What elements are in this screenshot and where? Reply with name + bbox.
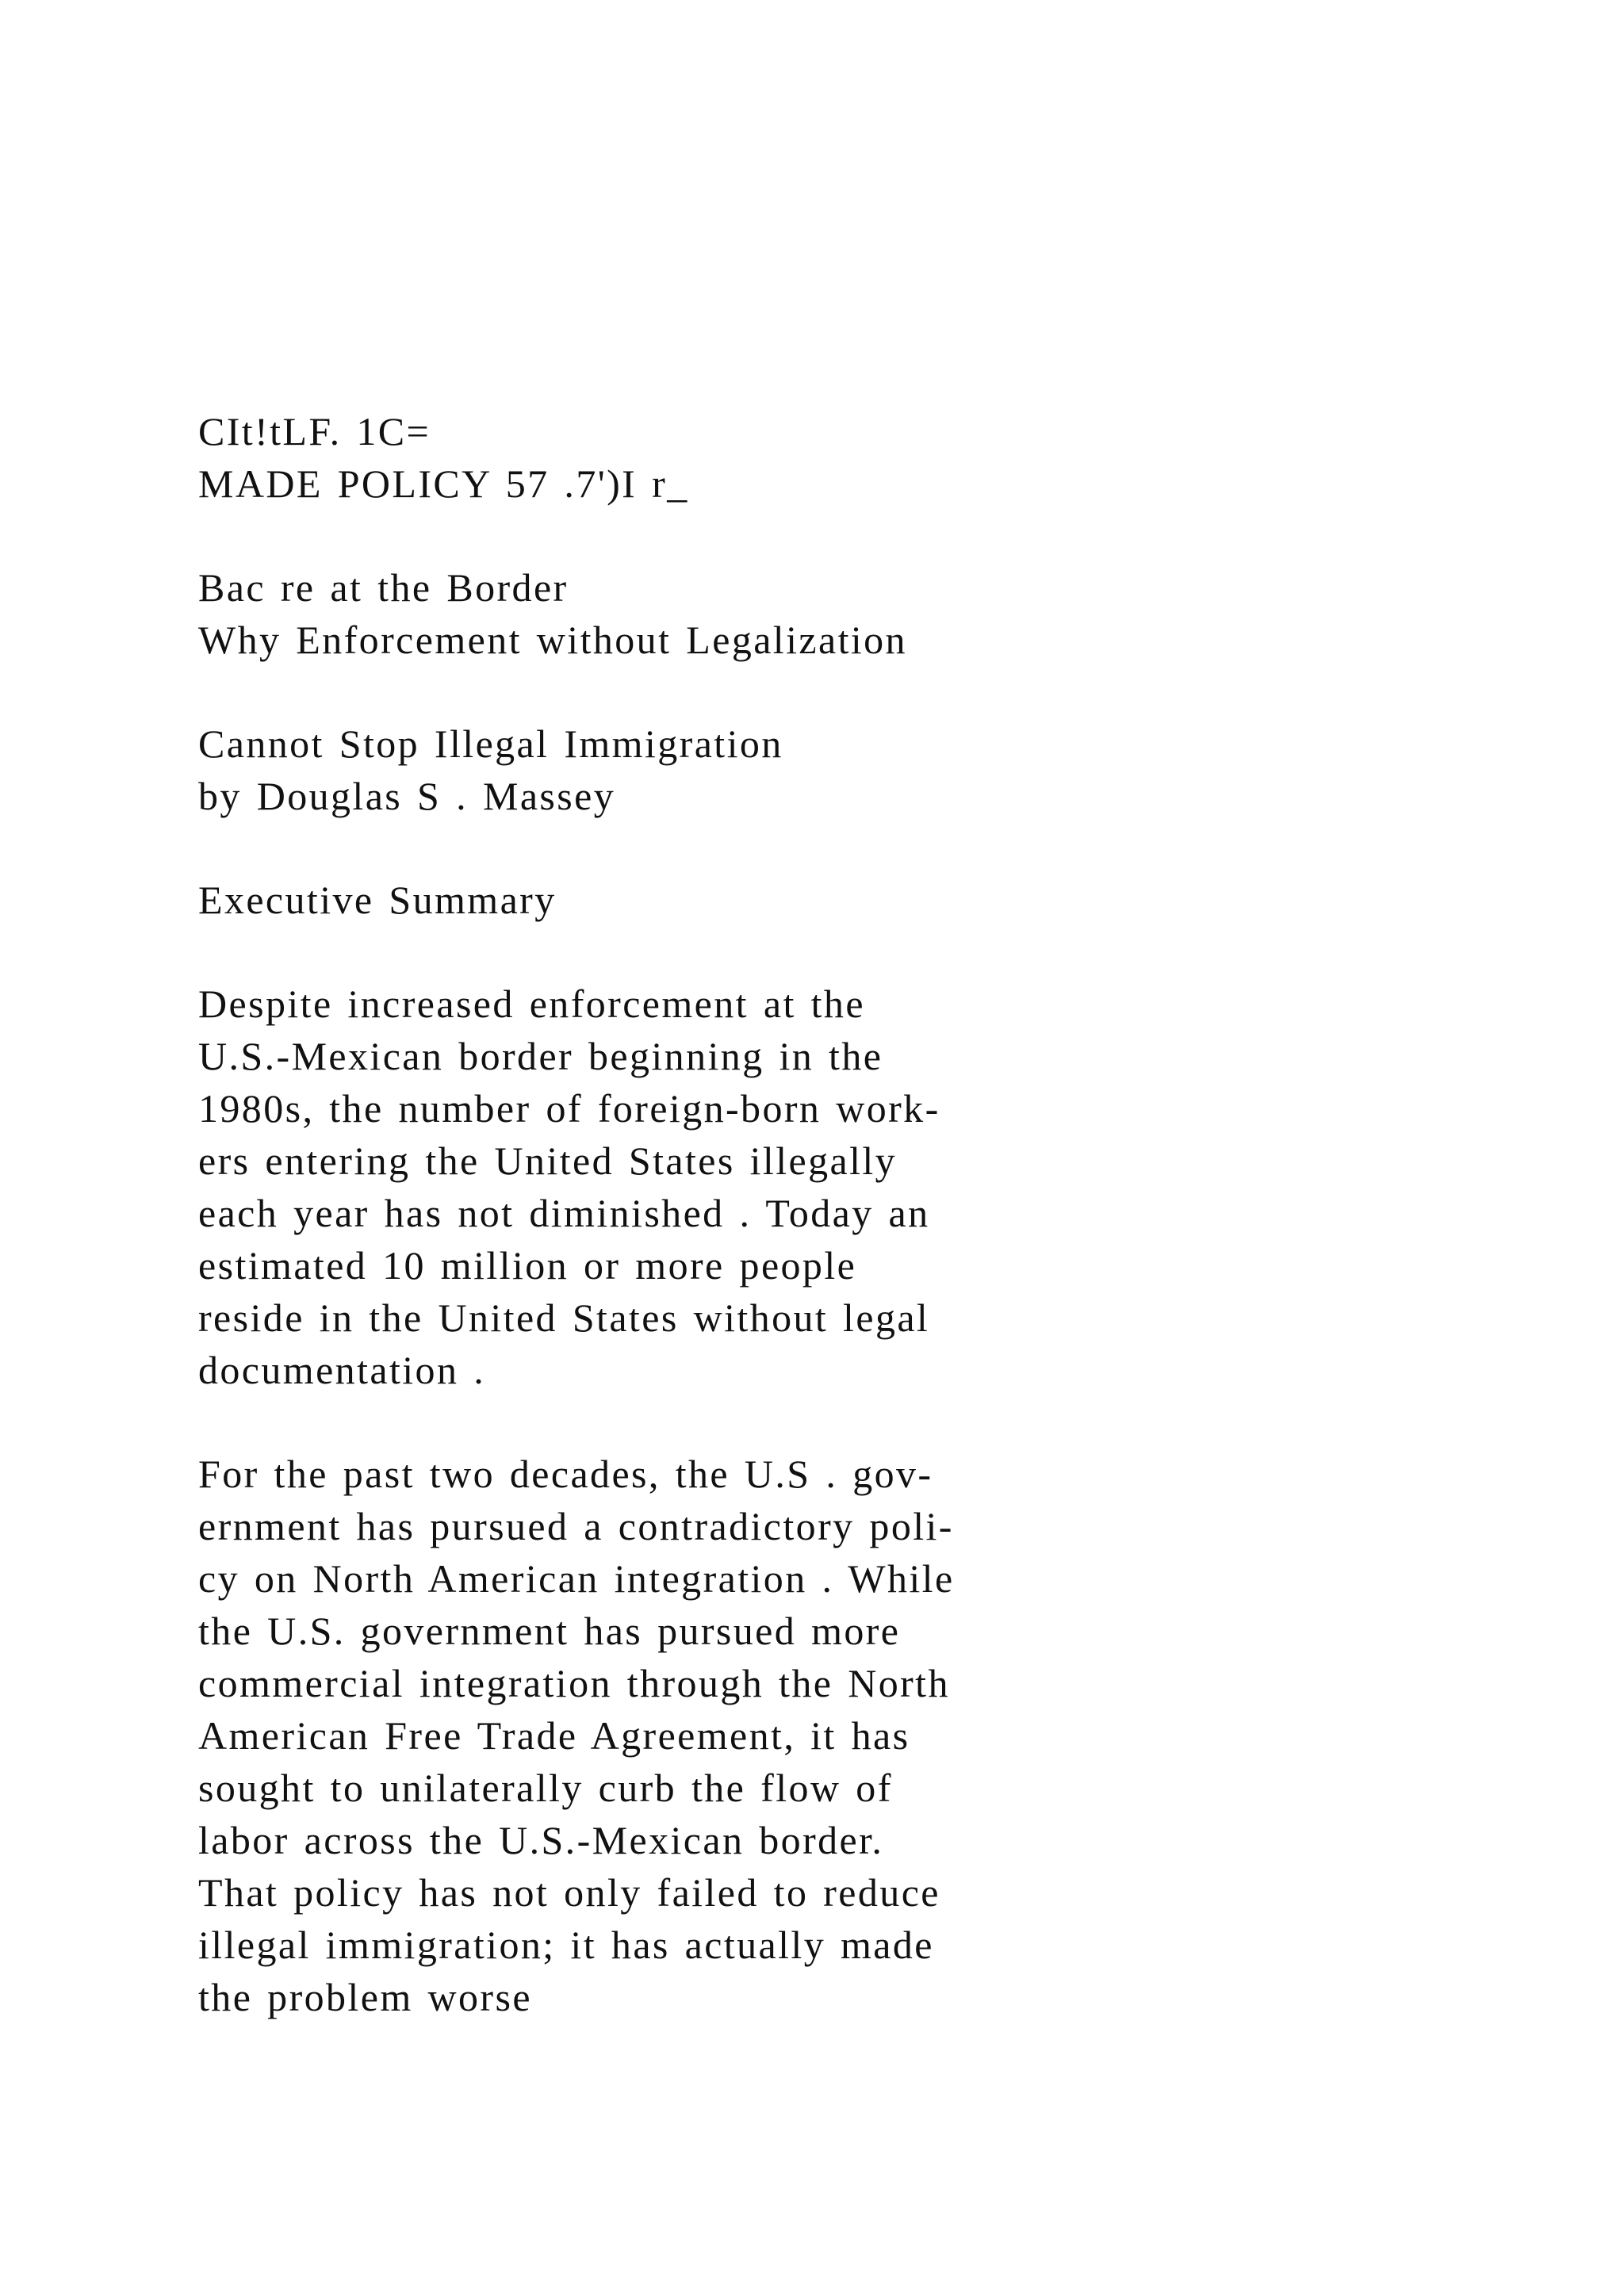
title-line: Bac re at the Border: [198, 565, 569, 610]
paragraph-line: documentation .: [198, 1348, 486, 1392]
paragraph-line: estimated 10 million or more people: [198, 1243, 857, 1288]
section-heading: Executive Summary: [198, 878, 557, 922]
spacer: [198, 510, 1388, 561]
paragraph-line: That policy has not only failed to reduce: [198, 1870, 940, 1915]
paragraph-line: the problem worse: [198, 1975, 532, 2019]
header-block: [198, 405, 1388, 510]
document-body: [198, 405, 1388, 2023]
paragraph-line: commercial integration through the North: [198, 1661, 950, 1705]
paragraph: [198, 1448, 1388, 2023]
paragraph-line: reside in the United States without legal: [198, 1295, 930, 1340]
spacer: [198, 666, 1388, 718]
paragraph: [198, 978, 1388, 1396]
paragraph-line: 1980s, the number of foreign-born work-: [198, 1086, 940, 1131]
title-line: Why Enforcement without Legalization: [198, 618, 907, 662]
spacer: [198, 1396, 1388, 1448]
spacer: [198, 926, 1388, 978]
title-line: Cannot Stop Illegal Immigration: [198, 721, 783, 766]
paragraph-line: ernment has pursued a contradictory poli-: [198, 1504, 954, 1548]
header-line: MADE POLICY 57 .7')I r_: [198, 461, 689, 506]
paragraph-line: Despite increased enforcement at the: [198, 982, 865, 1026]
paragraph-line: the U.S. government has pursued more: [198, 1609, 901, 1653]
paragraph-line: American Free Trade Agreement, it has: [198, 1713, 910, 1758]
paragraph-line: For the past two decades, the U.S . gov-: [198, 1452, 933, 1496]
byline: by Douglas S . Massey: [198, 774, 616, 818]
paragraph-line: illegal immigration; it has actually made: [198, 1923, 934, 1967]
header-line: CIt!tLF. 1C=: [198, 409, 431, 453]
paragraph-line: labor across the U.S.-Mexican border.: [198, 1818, 884, 1862]
paragraph-line: each year has not diminished . Today an: [198, 1191, 930, 1235]
paragraph-line: U.S.-Mexican border beginning in the: [198, 1034, 883, 1078]
title-block: [198, 561, 1388, 822]
paragraph-line: cy on North American integration . While: [198, 1556, 955, 1601]
spacer: [198, 822, 1388, 874]
paragraph-line: sought to unilaterally curb the flow of: [198, 1766, 893, 1810]
paragraph-line: ers entering the United States illegally: [198, 1138, 898, 1183]
